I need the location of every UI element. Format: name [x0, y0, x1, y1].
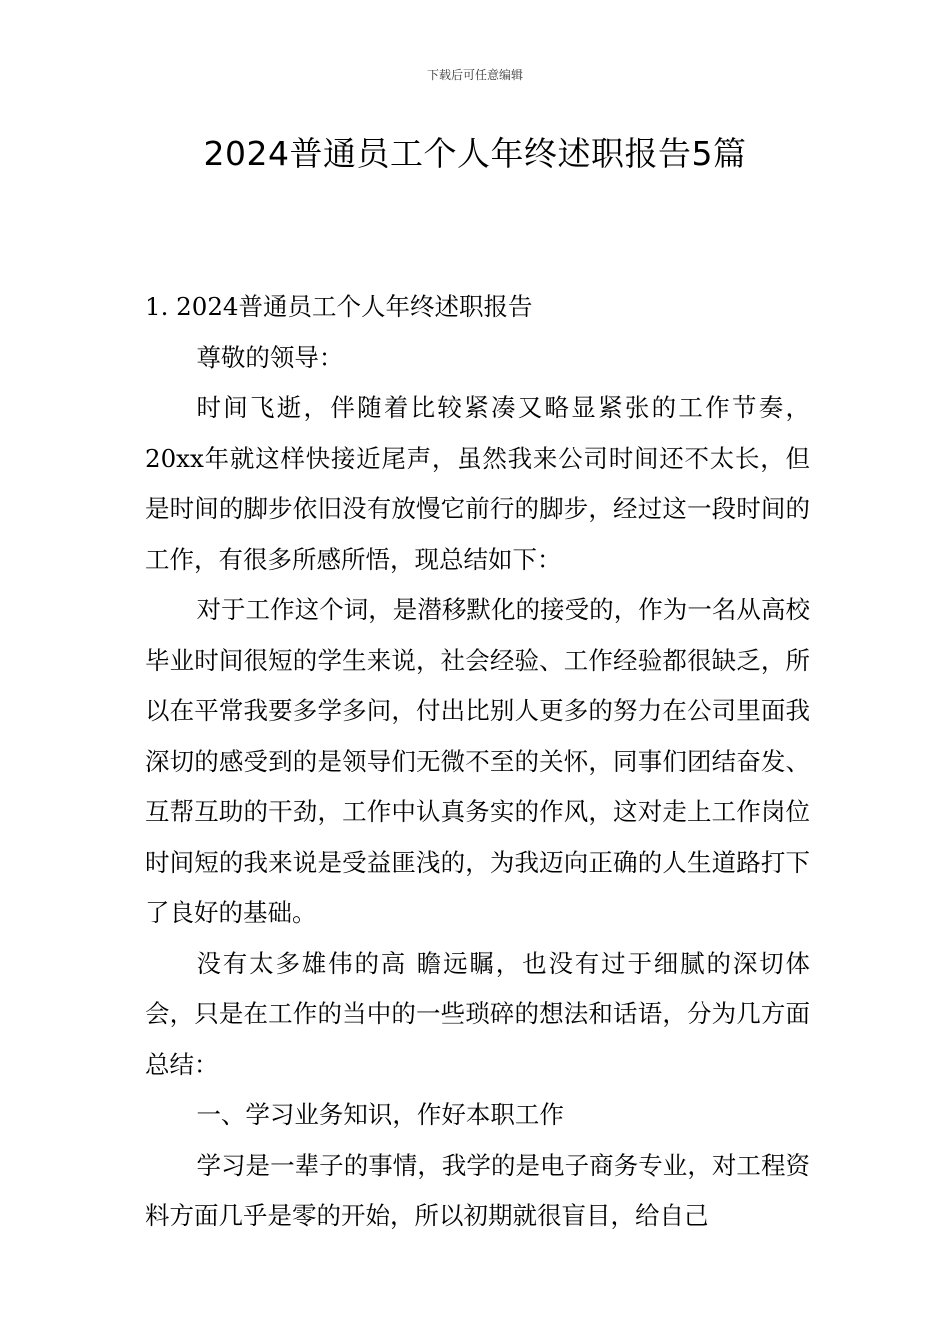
document-title: 2024普通员工个人年终述职报告5篇 — [203, 134, 747, 173]
header-note: 下载后可任意编辑 — [426, 68, 523, 82]
paragraph-4: 学习是一辈子的事情，我学的是电子商务专业，对工程资料方面几乎是零的开始，所以初期就很盲目，给自己 — [145, 1150, 810, 1230]
paragraph-2: 对于工作这个词，是潜移默化的接受的，作为一名从高校毕业时间很短的学生来说，社会经验、工作经验都很缺乏，所以在平常我要多学多问，付出比别人更多的努力在公司里面我深切的感受到的是领导们无微不至的关怀，同事们团结奋发、互帮互助的干劲，工作中认真务实的作风，这对走上工作岗位时间短的我来说是受益匪浅的，为我迈向正确的人生道路打下了良好的基础。 — [145, 595, 810, 927]
document-body — [145, 282, 810, 1242]
paragraph-1: 时间飞逝，伴随着比较紧凑又略显紧张的工作节奏，20xx年就这样快接近尾声，虽然我来公司时间还不太长，但是时间的脚步依旧没有放慢它前行的脚步，经过这一段时间的工作，有很多所感所悟，现总结如下： — [145, 393, 810, 574]
paragraph-3: 没有太多雄伟的高 瞻远瞩，也没有过于细腻的深切体会，只是在工作的当中的一些琐碎的想法和话语，分为几方面总结： — [145, 948, 810, 1079]
subheading: 一、学习业务知识，作好本职工作 — [196, 1100, 564, 1129]
salutation: 尊敬的领导： — [196, 342, 344, 372]
section-heading: 1. 2024普通员工个人年终述职报告 — [145, 292, 533, 321]
